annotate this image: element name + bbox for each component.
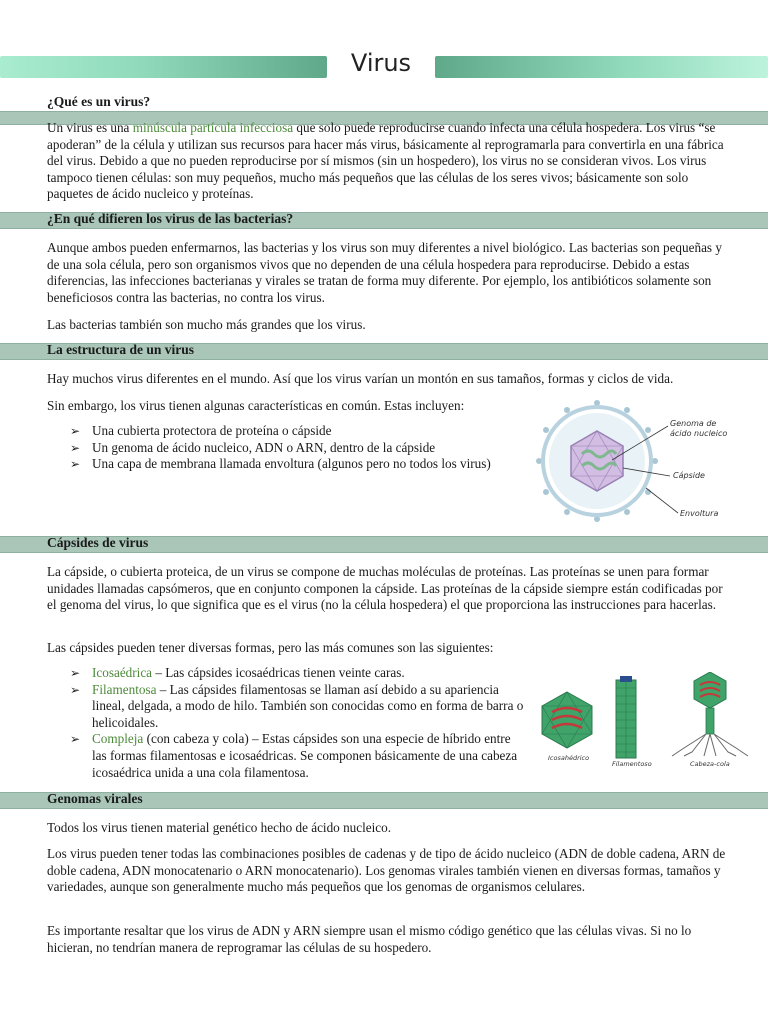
list-item: [70, 456, 530, 473]
list-item: [70, 440, 530, 457]
paragraph-structure-1: Hay muchos virus diferentes en el mundo. Así que los virus varían un montón en sus tamaños, formas y ciclos de vida.: [47, 371, 674, 386]
arrow-bullet-icon: ➢: [70, 424, 81, 438]
list-item-text: Una capa de membrana llamada envoltura (algunos pero no todos los virus): [92, 456, 491, 472]
title-bar-right-decoration: [435, 56, 768, 78]
diagram-label-genome-2: ácido nucleico: [670, 429, 728, 438]
section-heading-capsids: [0, 536, 768, 553]
paragraph-structure-2: Sin embargo, los virus tienen algunas características en común. Estas incluyen:: [47, 398, 465, 413]
paragraph-capsids-2: Las cápsides pueden tener diversas formas, pero las más comunes son las siguientes:: [47, 640, 494, 655]
section-heading-genomes: [0, 792, 768, 809]
capsid-types-list: [70, 665, 525, 781]
title-bar: [0, 48, 768, 80]
section-heading-structure: [0, 343, 768, 360]
paragraph-what-is-virus: [47, 120, 727, 203]
paragraph-differ-1: Aunque ambos pueden enfermarnos, las bacterias y los virus son muy diferentes a nivel biológico. Las bacterias son pequeñas y de una sola célula, pero son organismos vivos que no dependen de una célula hospedera para reproducirse. Debido a estas diferencias, las infecciones bacterianas y virales se tratan de forma muy diferente. Por ejemplo, los antibióticos solamente son beneficiosos contra las bacterias, no contra los virus.: [47, 240, 722, 305]
capsid-term-icosahedral: Icosaédrica: [92, 665, 153, 680]
list-item: [70, 665, 525, 682]
section-heading-text: ¿Qué es un virus?: [47, 94, 151, 109]
list-item-text: Un genoma de ácido nucleico, ADN o ARN, dentro de la cápside: [92, 439, 436, 455]
list-item: [70, 731, 525, 781]
structure-list: [70, 423, 530, 473]
filamentous-capsid-illustration: [616, 676, 636, 758]
title-bar-left-decoration: [0, 56, 327, 78]
arrow-bullet-icon: ➢: [70, 666, 81, 680]
list-item-text: – Las cápsides icosaédricas tienen veinte caras.: [152, 665, 405, 680]
arrow-bullet-icon: ➢: [70, 457, 81, 472]
capsid-shapes-figure: [532, 672, 762, 772]
arrow-bullet-icon: ➢: [70, 682, 81, 697]
list-item: [70, 423, 530, 440]
diagram-label-envelope: Envoltura: [680, 509, 719, 518]
diagram-label-genome-1: Genoma de: [670, 419, 717, 428]
section-heading-text: Cápsides de virus: [47, 535, 149, 550]
virus-structure-diagram: [530, 396, 760, 526]
section-heading-text: ¿En qué difieren los virus de las bacterias?: [47, 211, 294, 226]
complex-capsid-illustration: [672, 672, 748, 756]
capsid-term-filamentous: Filamentosa: [92, 681, 157, 697]
paragraph-genomes-2: Los virus pueden tener todas las combinaciones posibles de cadenas y de tipo de ácido nucleico (ADN de doble cadena, ARN de doble cadena, ADN monocatenario o ARN monocatenario). Los genomas virales también vienen en diversas formas, tamaños y variedades, aunque son generalmente mucho más pequeños que los genomas de organismos celulares.: [47, 846, 726, 895]
page-title: Virus: [350, 49, 412, 77]
paragraph-differ-2: Las bacterias también son mucho más grandes que los virus.: [47, 317, 366, 332]
list-item-text: – Las cápsides filamentosas se llaman así debido a su apariencia lineal, delgada, a modo de hilo. También son conocidas como en forma de barra o helicoidales.: [92, 681, 524, 730]
paragraph-genomes-1: Todos los virus tienen material genético hecho de ácido nucleico.: [47, 820, 392, 835]
list-item-text: (con cabeza y cola) – Estas cápsides son una especie de híbrido entre las formas filamentosas e icosaédricas. Se componen básicamente de una cabeza icosaédrica unida a una cola filamentosa.: [92, 731, 518, 780]
capsid-term-complex: Compleja: [92, 731, 144, 747]
text-run: que solo puede reproducirse cuando infecta una célula hospedera. Los virus “se apoderan” de la célula y utilizan sus recursos para hacer más virus, básicamente al reprogramarla para convertirla en una fábrica del virus. Debido a que no pueden reproducirse por sí mismos (sin un hospedero), los virus no se consideran vivos. Los virus tampoco tienen células: son muy pequeños, mucho más pequeños que las células de los seres vivos; básicamente son solo paquetes de ácido nucleico y proteínas.: [47, 120, 724, 202]
section-heading-differ: [0, 212, 768, 229]
list-item: [70, 682, 525, 732]
diagram-label-capsid: Cápside: [673, 471, 705, 480]
section-heading-text: Genomas virales: [47, 791, 143, 806]
text-run: Un virus es una: [47, 120, 133, 135]
paragraph-capsids-1: La cápside, o cubierta proteica, de un virus se compone de muchas moléculas de proteínas. Las proteínas se unen para formar unidades llamadas capsómeros, que en conjunto componen la cápside. Las proteínas de la cápside siempre están codificadas por el genoma del virus, lo que significa que es el virus (no la célula hospedera) el que proporciona las instrucciones para hacerlas.: [47, 564, 723, 613]
section-heading-text: La estructura de un virus: [47, 342, 195, 357]
paragraph-genomes-3: Es importante resaltar que los virus de ADN y ARN siempre usan el mismo código genético que las células vivas. Si no lo hicieran, no tendrían manera de reprogramar las células de su hospedero.: [47, 923, 692, 955]
figure-label-icosahedral: Icosahédrico: [548, 754, 590, 762]
arrow-bullet-icon: ➢: [70, 732, 81, 747]
icosahedral-capsid-illustration: [542, 692, 592, 748]
accent-term: minúscula partícula infecciosa: [132, 120, 294, 135]
list-item-text: Una cubierta protectora de proteína o cápside: [92, 423, 332, 438]
figure-label-complex: Cabeza-cola: [690, 760, 730, 768]
figure-label-filamentous: Filamentoso: [612, 760, 652, 768]
arrow-bullet-icon: ➢: [70, 440, 81, 455]
